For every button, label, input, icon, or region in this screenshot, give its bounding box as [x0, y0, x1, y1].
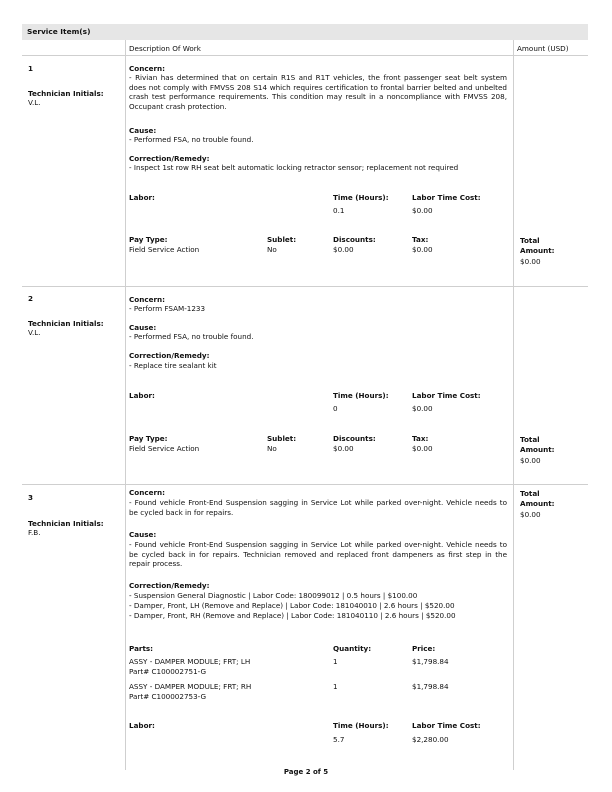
tech-initials-value: F.B.: [28, 528, 41, 537]
sublet-value: No: [267, 245, 277, 254]
row-divider-2: [22, 484, 588, 485]
part-price: $1,798.84: [412, 657, 449, 666]
concern-text: - Found vehicle Front-End Suspension sagging in Service Lot while parked over-night. Vehicle needs to be cycled back in for repairs.: [129, 498, 507, 517]
sublet-value: No: [267, 444, 277, 453]
concern-text: - Perform FSAM-1233: [129, 304, 206, 313]
part-quantity: 1: [333, 657, 338, 666]
discounts-label: Discounts:: [333, 235, 376, 244]
labor-cost-value: $0.00: [412, 206, 433, 215]
item-number: 3: [28, 493, 34, 502]
part-number: Part# C100002751-G: [129, 667, 207, 676]
part-quantity: 1: [333, 682, 338, 691]
discounts-value: $0.00: [333, 245, 354, 254]
pay-type-label: Pay Type:: [129, 235, 168, 244]
cause-label: Cause:: [129, 323, 157, 332]
labor-time-cost-label: Labor Time Cost:: [412, 721, 481, 730]
col-divider-left: [125, 40, 126, 770]
concern-label: Concern:: [129, 64, 166, 73]
discounts-value: $0.00: [333, 444, 354, 453]
labor-time-value: 0.1: [333, 206, 345, 215]
tech-initials-label: Technician Initials:: [28, 89, 104, 98]
part-number: Part# C100002753-G: [129, 692, 207, 701]
correction-line: - Damper, Front, RH (Remove and Replace) | Labor Code: 181040110 | 2.6 hours | $520.00: [129, 611, 456, 620]
pay-type-value: Field Service Action: [129, 245, 200, 254]
total-amount-value: $0.00: [520, 456, 541, 465]
tech-initials-value: V.L.: [28, 98, 41, 107]
page-number: Page 2 of 5: [283, 768, 329, 776]
tax-value: $0.00: [412, 245, 433, 254]
labor-cost-value: $0.00: [412, 404, 433, 413]
cause-text: - Performed FSA, no trouble found.: [129, 135, 254, 144]
labor-label: Labor:: [129, 391, 155, 400]
correction-label: Correction/Remedy:: [129, 351, 210, 360]
discounts-label: Discounts:: [333, 434, 376, 443]
total-label-line1: Total: [520, 236, 540, 245]
time-hours-label: Time (Hours):: [333, 721, 389, 730]
column-header-description: Description Of Work: [129, 44, 201, 53]
part-name: ASSY - DAMPER MODULE; FRT; RH: [129, 682, 252, 691]
pay-type-value: Field Service Action: [129, 444, 200, 453]
total-amount-value: $0.00: [520, 257, 541, 266]
sublet-label: Sublet:: [267, 434, 297, 443]
labor-time-value: 5.7: [333, 735, 345, 744]
correction-line: - Damper, Front, LH (Remove and Replace) | Labor Code: 181040010 | 2.6 hours | $520.00: [129, 601, 455, 610]
cause-text: - Performed FSA, no trouble found.: [129, 332, 254, 341]
correction-label: Correction/Remedy:: [129, 581, 210, 590]
labor-time-cost-label: Labor Time Cost:: [412, 391, 481, 400]
parts-label: Parts:: [129, 644, 154, 653]
section-title: Service Item(s): [27, 27, 91, 36]
time-hours-label: Time (Hours):: [333, 193, 389, 202]
total-label-line1: Total: [520, 489, 540, 498]
part-price: $1,798.84: [412, 682, 449, 691]
section-header: [22, 24, 588, 40]
cause-label: Cause:: [129, 530, 157, 539]
labor-time-cost-label: Labor Time Cost:: [412, 193, 481, 202]
part-name: ASSY - DAMPER MODULE; FRT; LH: [129, 657, 251, 666]
cause-label: Cause:: [129, 126, 157, 135]
concern-label: Concern:: [129, 295, 166, 304]
item-number: 1: [28, 64, 34, 73]
correction-text: - Replace tire sealant kit: [129, 361, 217, 370]
item-number: 2: [28, 294, 34, 303]
pay-type-label: Pay Type:: [129, 434, 168, 443]
time-hours-label: Time (Hours):: [333, 391, 389, 400]
price-label: Price:: [412, 644, 436, 653]
cause-text: - Found vehicle Front-End Suspension sagging in Service Lot while parked over-night. Vehicle needs to be cycled back in for repairs. Technician removed and replaced front dampeners as first step in the repair process.: [129, 540, 507, 569]
correction-text: - Inspect 1st row RH seat belt automatic locking retractor sensor; replacement not required: [129, 163, 459, 172]
labor-time-value: 0: [333, 404, 338, 413]
tech-initials-label: Technician Initials:: [28, 519, 104, 528]
concern-label: Concern:: [129, 488, 166, 497]
col-divider-right: [513, 40, 514, 770]
total-amount-value: $0.00: [520, 510, 541, 519]
tech-initials-value: V.L.: [28, 328, 41, 337]
labor-label: Labor:: [129, 721, 155, 730]
tax-value: $0.00: [412, 444, 433, 453]
total-label-line2: Amount:: [520, 246, 555, 255]
total-label-line1: Total: [520, 435, 540, 444]
correction-line: - Suspension General Diagnostic | Labor Code: 180099012 | 0.5 hours | $100.00: [129, 591, 418, 600]
quantity-label: Quantity:: [333, 644, 372, 653]
column-header-amount: Amount (USD): [517, 44, 569, 53]
row-divider-1: [22, 286, 588, 287]
tax-label: Tax:: [412, 434, 429, 443]
tax-label: Tax:: [412, 235, 429, 244]
concern-text: - Rivian has determined that on certain R1S and R1T vehicles, the front passenger seat belt system does not comply with FMVSS 208 S14 which requires certification to frontal barrier belted and unbelted crash test performance requirements. This condition may result in a noncompliance with FMVSS 208, Occupant crash protection.: [129, 73, 507, 112]
total-label-line2: Amount:: [520, 499, 555, 508]
labor-label: Labor:: [129, 193, 155, 202]
correction-label: Correction/Remedy:: [129, 154, 210, 163]
labor-cost-value: $2,280.00: [412, 735, 449, 744]
total-label-line2: Amount:: [520, 445, 555, 454]
header-row-divider: [22, 55, 588, 56]
tech-initials-label: Technician Initials:: [28, 319, 104, 328]
sublet-label: Sublet:: [267, 235, 297, 244]
